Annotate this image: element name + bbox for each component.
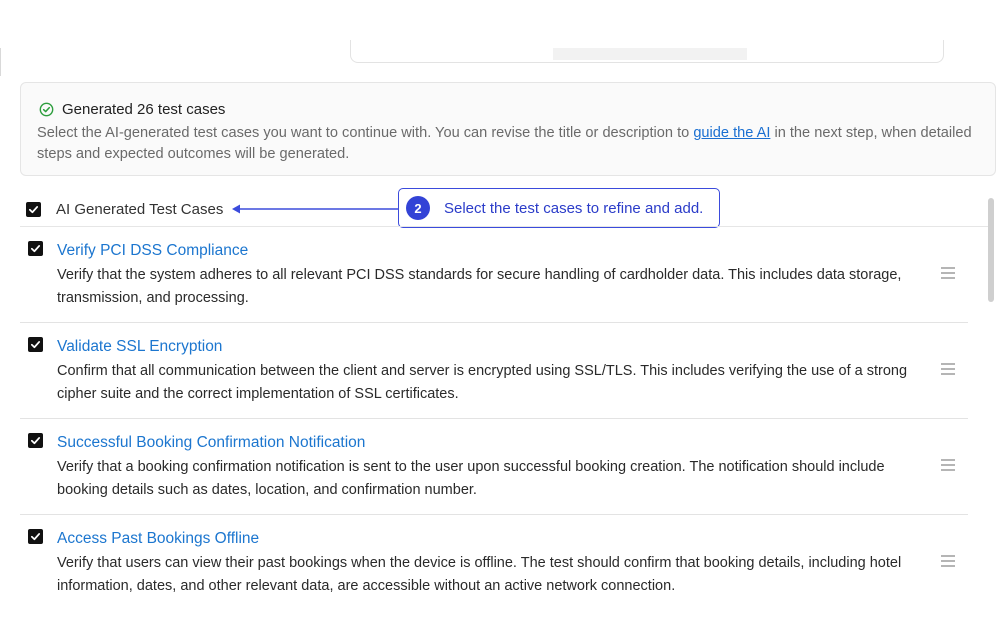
- test-case-description: Verify that the system adheres to all relevant PCI DSS standards for secure handling of cardholder data. This includes data storage, transmission, and processing.: [57, 267, 902, 306]
- banner-desc-after: in the next step, when detailed steps and expected outcomes will be generated.: [37, 125, 972, 162]
- checkmark-icon: [30, 339, 41, 350]
- banner-title: Generated 26 test cases: [62, 101, 226, 118]
- test-case-title[interactable]: Validate SSL Encryption: [57, 338, 223, 355]
- drag-handle-icon[interactable]: [941, 267, 955, 279]
- list-header-label: AI Generated Test Cases: [56, 200, 224, 218]
- test-case-description: Verify that a booking confirmation notification is sent to the user upon successful booking creation. The notification should include booking details such as dates, location, and confirmation number.: [57, 459, 885, 498]
- step-callout-text: Select the test cases to refine and add.: [444, 199, 704, 217]
- banner-title-row: [39, 101, 225, 118]
- test-case-list: [20, 227, 968, 610]
- check-circle-icon: [39, 102, 54, 117]
- drag-handle-icon[interactable]: [941, 363, 955, 375]
- step-number-badge: 2: [406, 196, 430, 220]
- previous-card-strip: [553, 48, 747, 60]
- previous-card: [350, 40, 944, 63]
- test-case-item: [20, 323, 968, 419]
- test-case-title[interactable]: Access Past Bookings Offline: [57, 530, 260, 547]
- drag-handle-icon[interactable]: [941, 459, 955, 471]
- list-header: [26, 198, 223, 220]
- test-case-checkbox[interactable]: [28, 241, 43, 256]
- checkmark-icon: [30, 435, 41, 446]
- checkmark-icon: [28, 204, 39, 215]
- test-case-title[interactable]: Verify PCI DSS Compliance: [57, 242, 249, 259]
- left-edge-rule: [0, 48, 1, 76]
- test-case-item: [20, 227, 968, 323]
- scrollbar-thumb[interactable]: [988, 198, 994, 302]
- checkmark-icon: [30, 243, 41, 254]
- generation-banner: [20, 82, 996, 176]
- test-case-checkbox[interactable]: [28, 337, 43, 352]
- checkmark-icon: [30, 531, 41, 542]
- test-case-item: [20, 419, 968, 515]
- guide-the-ai-link[interactable]: guide the AI: [693, 125, 771, 141]
- test-case-checkbox[interactable]: [28, 433, 43, 448]
- step-callout: [398, 188, 720, 228]
- callout-arrow: [232, 202, 400, 216]
- select-all-checkbox[interactable]: [26, 202, 41, 217]
- test-case-title[interactable]: Successful Booking Confirmation Notification: [57, 434, 366, 451]
- test-case-checkbox[interactable]: [28, 529, 43, 544]
- drag-handle-icon[interactable]: [941, 555, 955, 567]
- banner-desc-before: Select the AI-generated test cases you want to continue with. You can revise the title or description to: [37, 125, 694, 141]
- test-case-description: Verify that users can view their past bookings when the device is offline. The test should confirm that booking details, including hotel information, dates, and other relevant data, are accessible without an active network connection.: [57, 555, 902, 594]
- banner-description: [37, 123, 982, 165]
- test-case-item: [20, 515, 968, 610]
- test-case-description: Confirm that all communication between the client and server is encrypted using SSL/TLS. This includes verifying the use of a strong cipher suite and the correct implementation of SSL certificates.: [57, 363, 908, 402]
